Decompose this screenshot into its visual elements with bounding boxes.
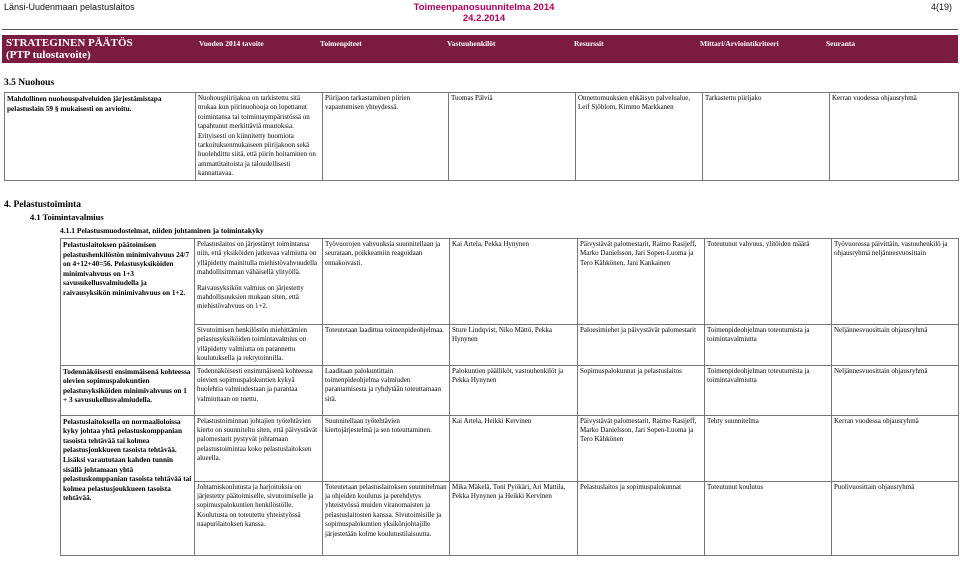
- col-header-metric: Mittari/Arviointikriteeri: [700, 39, 779, 48]
- target-cell: Johtamiskoulutusta ja harjoituksia on järjestetty päätoimiselle, sivutoimiselle ja sopimuspalokuntien henkilöstölle. Koulutusta on toteutettu yhteistyössä naapurilaitoksen kanssa.: [195, 481, 323, 555]
- nuohous-table: [4, 92, 959, 181]
- table-row: [61, 325, 959, 366]
- resources-cell: Onnettomuuksien ehkäisyn palvelualue, Leif Sjöblom, Kimmo Markkanen: [576, 93, 703, 181]
- actions-cell: Työvuorojen vahvuuksia suunnitellaan ja seurataan, poikkeamiin reagoidaan ennakoivasti.: [323, 239, 450, 325]
- metric-cell: Toteutunut vahvuus, ylitöiden määrä: [705, 239, 832, 325]
- target-text-clearance: Raivausyksikön valmius on järjestetty mahdollisuuksien mukaan siten, että miehistövahvuus on 1+2.: [197, 283, 304, 311]
- subsection-heading-toimintavalmius: 4.1 Toimintavalmius: [30, 212, 104, 222]
- goal-text-staffing: Pelastuslaitoksen päätoimisen pelastushenkilöstön minimivahvuus 24/7 on 4+12+40=56.: [63, 240, 190, 269]
- organization-name: Länsi-Uudenmaan pelastuslaitos: [4, 2, 135, 12]
- section-heading-pelastustoiminta: 4. Pelastustoiminta: [4, 200, 82, 210]
- page-number: 4(19): [930, 2, 952, 12]
- target-cell: Sivutoimisen henkilöstön miehittämien pelastusyksiköiden toimintavalmius on ylläpidetty valmiutta on parannettu koulutuksella ja rekrytoinnilla.: [195, 325, 323, 366]
- followup-cell: Puolivuosittain ohjausryhmä: [832, 481, 959, 555]
- goal-cell: [61, 415, 195, 555]
- target-cell: [195, 239, 323, 325]
- followup-cell: Työvuorossa päivittäin, vastuuhenkilö ja ohjausryhmä neljännesvuosittain: [832, 239, 959, 325]
- goal-cell: Mahdollinen nuohouspalveluiden järjestämistapa pelastuslain 59 § mukaisesti on arvioitu.: [5, 93, 196, 181]
- strategy-title-line1: STRATEGINEN PÄÄTÖS: [6, 37, 133, 49]
- responsible-cell: Mika Mäkelä, Toni Pyökäri, Ari Mattila, Pekka Hynynen ja Heikki Kervinen: [450, 481, 578, 555]
- actions-cell: Suunnitellaan työtehtävien kiertojärjestelmä ja sen toteuttaminen.: [323, 415, 450, 481]
- responsible-cell: Kai Artela, Heikki Kervinen: [450, 415, 578, 481]
- followup-cell: Kerran vuodessa ohjausryhmä: [832, 415, 959, 481]
- col-header-followup: Seuranta: [826, 39, 856, 48]
- resources-cell: Sopimuspalokunnat ja pelastuslaitos: [578, 365, 705, 415]
- metric-cell: Toimenpideohjelman toteutumista ja toimintavalmiutta: [705, 325, 832, 366]
- goal-cell: [61, 239, 195, 366]
- document-date: 24.2.2014: [462, 13, 506, 24]
- followup-cell: Kerran vuodessa ohjausryhmä: [830, 93, 959, 181]
- responsible-cell: Tuomas Pälviä: [449, 93, 576, 181]
- actions-cell: Toteutetaan laadittua toimenpideohjelmaa.: [323, 325, 450, 366]
- resources-cell: Pelastuslaitos ja sopimuspalokunnat: [578, 481, 705, 555]
- target-cell: Nuohouspiirijakoa on tarkistettu sitä mukaa kun piirinuohooja on lopettanut toimintansa tai toimintaympäristössä on tapahtunut merkittäviä muutoksia. Erityisesti on kiinnitetty huomiota tarkoituksenmukaiseen piirijakoon sekä huolehdittu siitä, että piirin hoitaminen on ammattitaitoista ja taloudellisesti kannattavaa.: [196, 93, 323, 181]
- strategy-title-bar: [2, 35, 958, 63]
- metric-cell: Tarkastettu piirijako: [703, 93, 830, 181]
- target-cell: Pelastustoiminnan johtajien työtehtävien kierto on suunniteltu siten, että päivystävät palomestarit pystyvät johtamaan pelastustoimintaa koko pelastuslaitoksen alueella.: [195, 415, 323, 481]
- table-row: [61, 365, 959, 415]
- section-heading-nuohous: 3.5 Nuohous: [4, 78, 55, 88]
- strategy-title: [6, 37, 133, 61]
- table-row: [61, 415, 959, 481]
- target-text-staffing: Pelastuslaitos on järjestänyt toimintansa niin, että yksiköiden jatkuvaa valmiutta on ylläpidetty mainitulla miehistövahvuudella mahdollisimman vähäisellä ylityöllä.: [197, 240, 318, 277]
- metric-cell: Tehty suunnitelma: [705, 415, 832, 481]
- subsection-heading-pelastusmuodostelmat: 4.1.1 Pelastusmuodostelmat, niiden johtaminen ja toimintakyky: [60, 226, 264, 235]
- col-header-responsible: Vastuuhenkilöt: [447, 39, 496, 48]
- goal-text-readiness: Lisäksi varaututaan kahden tunnin sisällä johtamaan yhtä pelastuskomppanian tasoista tehtävää tai kolmea pelastusjoukkueen tasoista tehtävää.: [63, 455, 192, 503]
- strategy-title-line2: (PTP tulostavoite): [6, 49, 91, 61]
- resources-cell: Paloesimiehet ja päivystävät palomestarit: [578, 325, 705, 366]
- responsible-cell: Sture Lindqvist, Niko Mättö, Pekka Hynynen: [450, 325, 578, 366]
- col-header-goal: Vuoden 2014 tavoite: [199, 39, 264, 48]
- col-header-resources: Resurssit: [574, 39, 604, 48]
- metric-cell: Toimenpideohjelman toteutumista ja toimintavalmiutta: [705, 365, 832, 415]
- document-title-block: [394, 2, 574, 24]
- actions-cell: Toteutetaan pelastuslaitoksen suunnitelman ja ohjeiden koulutus ja perehdytys yhteistyössä muiden viranomaisten ja pelastuslaitosten kanssa. Sivutoimisille ja sopimuspalokuntien yksikönjohtajille järjestetään kolme koulutustilaisuutta.: [323, 481, 450, 555]
- goal-cell: Todennäköisesti ensimmäisenä kohteessa olevien sopimuspalokuntien pelastusyksiköiden minimivahvuus on 1 + 3 savusukellusvalmiudella.: [61, 365, 195, 415]
- goal-text-units: Pelastusyksiköiden minimivahvuus on 1+3 savusukellusvalmiudella ja raivausyksikön minimivahvuus on 1+2.: [63, 259, 186, 297]
- responsible-cell: Kai Artela, Pekka Hynynen: [450, 239, 578, 325]
- col-header-actions: Toimenpiteet: [320, 39, 362, 48]
- document-title: Toimeenpanosuunnitelma 2014: [413, 2, 555, 13]
- table-row: [5, 93, 959, 181]
- goal-text-command: Pelastuslaitoksella on normaalioloissa kyky johtaa yhtä pelastuskomppanian tasoista tehtävää tai kolmea pelastusjoukkueen tasoista tehtävää.: [63, 416, 183, 455]
- pelastustoiminta-table: [60, 238, 959, 556]
- table-row: [61, 481, 959, 555]
- table-row: [61, 239, 959, 325]
- header-rule: [2, 29, 958, 30]
- metric-cell: Toteutunut koulutus: [705, 481, 832, 555]
- target-cell: Todennäköisesti ensimmäisenä kohteessa olevien sopimuspalokuntien kykyä huolehtia valmiudestaan ja parantaa valmiuttaan on tuettu.: [195, 365, 323, 415]
- responsible-cell: Palokuntien päälliköt, vastuuhenkilöt ja Pekka Hynynen: [450, 365, 578, 415]
- resources-cell: Päivystävät palomestarit, Raimo Rasijeff, Marko Danielsson, Jari Sopen-Luoma ja Tero Kähkönen: [578, 415, 705, 481]
- followup-cell: Neljännesvuosittain ohjausryhmä: [832, 365, 959, 415]
- followup-cell: Neljännesvuosittain ohjausryhmä: [832, 325, 959, 366]
- actions-cell: Piirijaon tarkastaminen piirien vapautumisen yhteydessä.: [323, 93, 449, 181]
- resources-cell: Päivystävät palomestarit, Raimo Rasijeff, Marko Danielsson, Jari Sopen-Luoma ja Tero Kähkönen, Jani Kankainen: [578, 239, 705, 325]
- actions-cell: Laaditaan palokuntittain toimenpideohjelma valmiuden parantamisesta ja ryhdytään toteuttamaan sitä.: [323, 365, 450, 415]
